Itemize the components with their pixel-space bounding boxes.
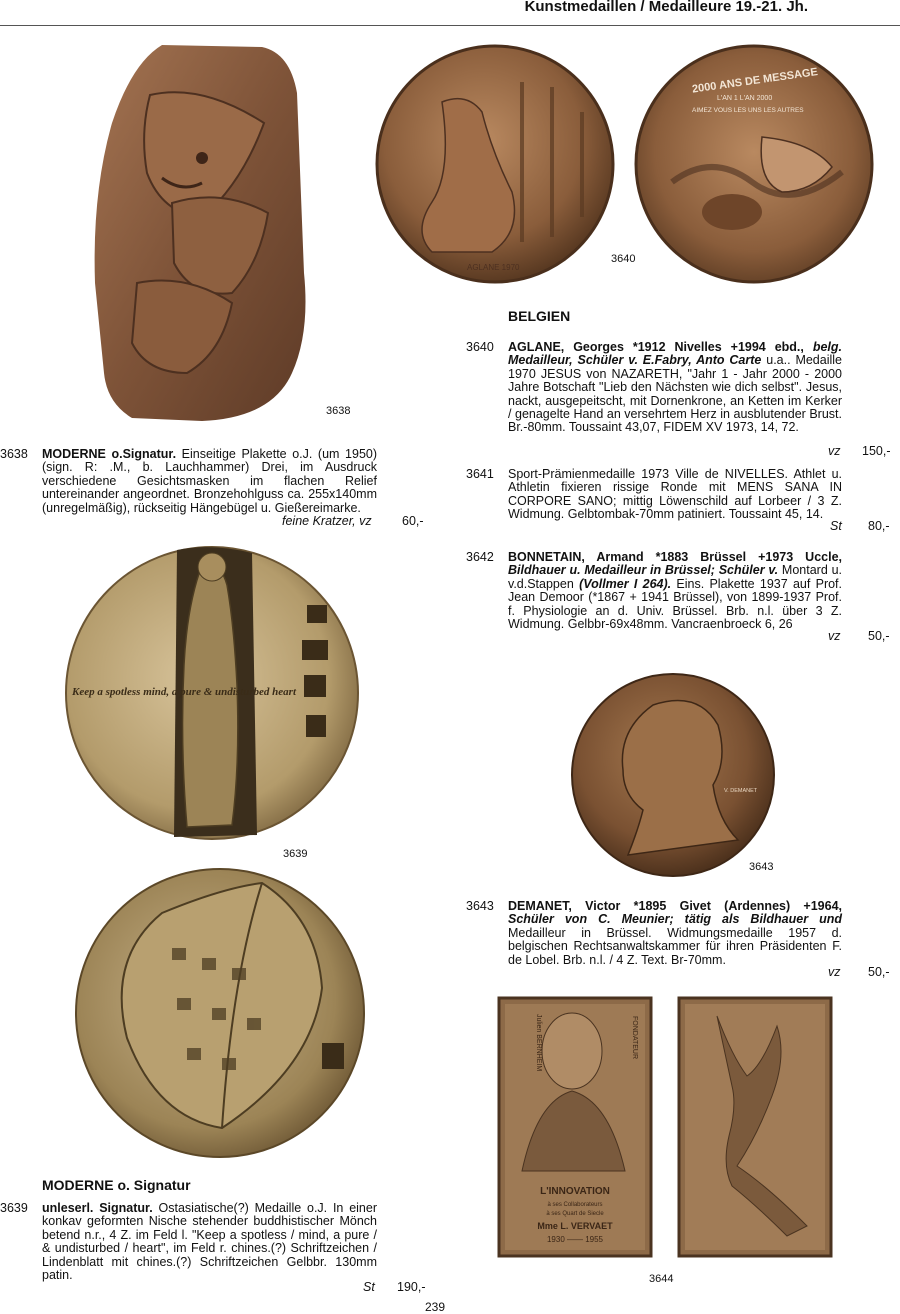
image-label-3639: 3639 [283,848,308,860]
medal-3639-obverse [62,545,366,845]
lot-description [508,551,842,631]
lot-description [42,1202,377,1282]
lot-price: 60,- [402,514,424,528]
lot-price: 50,- [868,629,890,643]
lot-heading-italic: Schüler von C. Meunier; tätig als Bildhauer und [508,912,842,927]
lot-3640 [466,341,896,461]
lot-price: 190,- [397,1280,426,1294]
plaque-line-3: à ses Quart de Siecle [546,1211,604,1217]
lot-number: 3639 [0,1201,28,1215]
lot-description [42,448,377,515]
plaque-3644-reverse [677,996,833,1258]
medal-3639-reverse [72,868,372,1168]
medal-3640-obverse [372,42,618,286]
running-title: Kunstmedaillen / Medailleure 19.-21. Jh. [524,0,808,15]
medal-inscription-top: 2000 ANS DE MESSAGE [691,66,819,96]
lot-body-continued: Eins. Plakette 1937 auf Prof. Jean Demoor (*1867 + 1941 Brüssel), von 1899-1937 Prof. f. Physiologie an d. Univ. Brüssel. Brb. n.l. über 3 Z. Widmung. Gelbbr-69x48mm. Vancraenbroeck 6, 26 [508,576,843,632]
lot-heading: DEMANET, Victor *1895 Givet (Ardennes) +1964, [508,899,842,913]
lot-heading: BONNETAIN, Armand *1883 Brüssel +1973 Uccle, [508,550,842,564]
lot-grade: vz [828,965,841,979]
lot-description [508,468,842,522]
lot-3643 [466,900,896,982]
lot-heading-italic: Bildhauer u. Medailleur in Brüssel; Schüler v. [508,563,779,578]
lot-body: Medailleur in Brüssel. Widmungsmedaille 1957 d. belgischen Rechtsanwaltskammer für ihren Präsidenten F. de Lobel. Brb. n.l. / 4 Z. Text. Br-70mm. [508,925,842,967]
section-heading-belgien: BELGIEN [508,308,571,324]
lot-number: 3642 [466,550,494,564]
lot-grade: vz [828,629,841,643]
medal-inscription-mid: L'AN 1 L'AN 2000 [717,95,773,102]
image-label-3638: 3638 [326,405,351,417]
lot-number: 3640 [466,340,494,354]
plaque-line-4: Mme L. VERVAET [537,1221,613,1231]
plaque-name: Julien BERNHEIM [535,1014,542,1072]
lot-price: 80,- [868,519,890,533]
lot-grade: St [830,519,842,533]
medal-3643-image [568,670,778,880]
plaque-founder: FONDATEUR [631,1016,638,1060]
lot-grade: vz [828,444,841,458]
lot-number: 3643 [466,899,494,913]
lot-description [508,900,842,967]
lot-3642 [466,551,896,646]
lot-body: Ostasiatische(?) Medaille o.J. In einer konkav geformten Nische stehender buddhistischer Mönch betend n.r., 4 Z. im Feld l. "Keep a spotless / mind, a pure / & undisturbed / heart", im Feld r. chines.(?) Schriftzeichen / Lindenblatt mit chines.(?) Schriftzeichen Gelbbr. 130mm patin. [42,1201,377,1283]
lot-3638 [0,448,440,528]
medal-inscription-low: AIMEZ VOUS LES UNS LES AUTRES [692,107,804,114]
section-heading-moderne: MODERNE o. Signatur [42,1177,191,1193]
plaque-3638-image [92,43,318,423]
lot-grade: feine Kratzer, vz [282,514,372,528]
lot-price: 150,- [862,444,891,458]
page-number: 239 [425,1300,446,1314]
lot-number: 3638 [0,447,28,461]
plaque-3644-obverse [497,996,653,1258]
page-header [0,0,900,26]
medal-signature: AGLANE 1970 [467,263,520,272]
lot-number: 3641 [466,467,494,481]
lot-heading: MODERNE o.Signatur. [42,447,177,461]
plaque-line-2: à ses Collaborateurs [547,1202,603,1208]
lot-body: u.a.. Medaille 1970 JESUS von NAZARETH, "Jahr 1 - Jahr 2000 - 2000 Jahre Botschaft "Lieb den Nächsten wie dich selbst". Jesus, nackt, ausgepeitscht, mit Dornenkrone, an Ketten im Kerker / genagelte Hand an versehrtem Herz in ausblutender Brust. Br.-80mm. Toussaint 43,07, FIDEM XV 1973, 14, 72. [508,353,842,435]
lot-3641 [466,468,896,538]
image-label-3644: 3644 [649,1273,674,1285]
lot-heading: AGLANE, Georges *1912 Nivelles +1994 ebd., [508,340,813,354]
lot-body: Montard u. v.d.Stappen [508,563,842,591]
medal-3640-reverse [632,42,876,286]
plaque-line-1: L'INNOVATION [540,1186,610,1197]
lot-3639 [0,1202,440,1296]
plaque-line-5: 1930 —— 1955 [546,1235,604,1244]
lot-heading: unleserl. Signatur. [42,1201,153,1215]
lot-heading-italic: belg. Medailleur, Schüler v. E.Fabry, Anto Carte [508,340,842,368]
lot-body: Einseitige Plakette o.J. (um 1950) (sign. R: .M., b. Lauchhammer) Drei, im Ausdruck verschiedene Gesichtsmasken im flachen Relief untereinander angeordnet. Bronzehohlguss ca. 255x140mm (unregelmäßig), rückseitig Hängebügel u. Gießereimarke. [42,447,378,515]
lot-grade: St [363,1280,375,1294]
lot-reference: (Vollmer I 264). [579,576,672,591]
lot-body: Sport-Prämienmedaille 1973 Ville de NIVELLES. Athlet u. Athletin fixieren rissige Ronde mit MENS SANA IN CORPORE SANO; mittig Löwenschild auf Lorbeer / 3 Z. Widmung. Gelbtombak-70mm patiniert. Toussaint 45, 14. [508,467,842,522]
lot-description [508,341,842,435]
image-label-3640: 3640 [611,253,636,265]
medal-signature: V. DEMANET [724,788,758,794]
lot-price: 50,- [868,965,890,979]
image-label-3643: 3643 [749,861,774,873]
medal-inscription: Keep a spotless mind, a pure & undisturbed heart [72,686,297,698]
